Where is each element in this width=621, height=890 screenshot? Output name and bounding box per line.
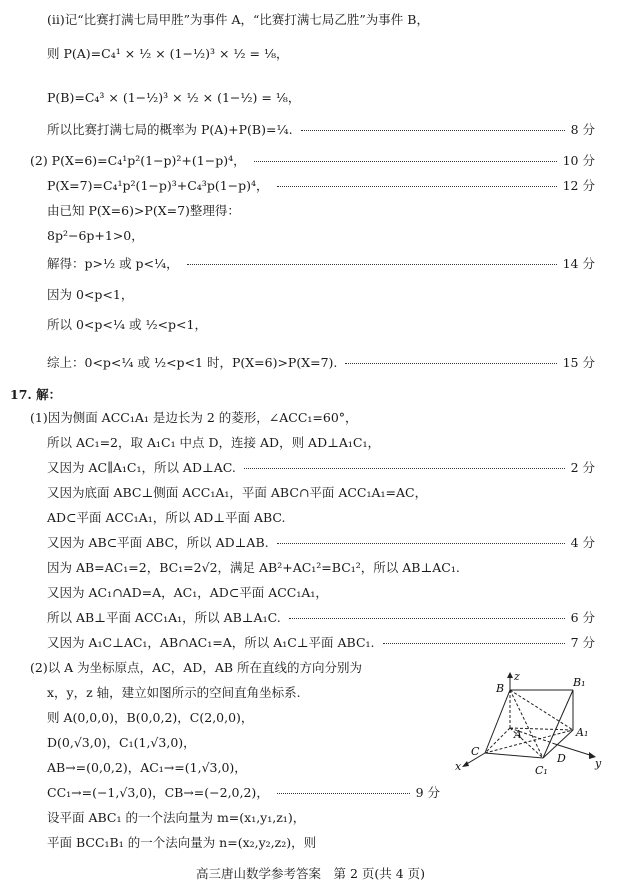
label-z: z [514, 670, 520, 683]
x-axis-arrow [462, 761, 469, 767]
label-y: y [595, 757, 602, 770]
leader-dots [345, 362, 556, 364]
vector-line: CC₁→=(−1,√3,0)，CB→=(−2,0,2)， 9 分 [47, 785, 440, 800]
text-line: AD⊂平面 ACC₁A₁，所以 AD⊥平面 ABC. [47, 510, 286, 525]
label-B1: B₁ [573, 676, 586, 689]
label-C1: C₁ [535, 764, 548, 777]
leader-dots [277, 185, 557, 187]
leader-dots [289, 617, 565, 619]
z-axis-arrow [507, 672, 513, 678]
score-label: 15 分 [562, 355, 595, 370]
edge-CA1-dashed [485, 730, 573, 753]
score-label: 4 分 [570, 535, 595, 550]
label-A1: A₁ [576, 726, 589, 739]
text-line: 设平面 ABC₁ 的一个法向量为 m=(x₁,y₁,z₁)， [47, 810, 306, 825]
label-x: x [455, 760, 462, 773]
page-footer: 高三唐山数学参考答案 第 2 页(共 4 页) [195, 866, 426, 881]
text-line: 又因为 AC₁∩AD=A，AC₁，AD⊂平面 ACC₁A₁， [47, 585, 328, 600]
text-line: (1)因为侧面 ACC₁A₁ 是边长为 2 的菱形，∠ACC₁=60°， [30, 410, 358, 425]
inequality-line: 8p²−6p+1>0， [47, 228, 144, 243]
edge-AC-dashed [485, 728, 510, 753]
prism-coordinate-figure [455, 670, 605, 780]
text-line: 所以 AB⊥平面 ACC₁A₁，所以 AB⊥A₁C. 6 分 [47, 610, 595, 625]
label-B: B [496, 682, 505, 695]
leader-dots [187, 263, 557, 265]
leader-dots [244, 467, 565, 469]
leader-dots [254, 160, 557, 162]
edge-BC1-dashed [510, 690, 543, 758]
label-A: A [514, 728, 522, 741]
text-line: 又因为 AC∥A₁C₁，所以 AD⊥AC. 2 分 [47, 460, 595, 475]
text-line: D(0,√3,0)，C₁(1,√3,0)， [47, 735, 196, 750]
score-label: 12 分 [562, 178, 595, 193]
score-label: 9 分 [415, 785, 440, 800]
leader-dots [277, 542, 565, 544]
score-label: 2 分 [570, 460, 595, 475]
text-line-event-definition: (ii)记“比赛打满七局甲胜”为事件 A，“比赛打满七局乙胜”为事件 B， [47, 12, 429, 27]
label-D: D [557, 752, 566, 765]
score-label: 10 分 [562, 153, 595, 168]
text-line: 由已知 P(X=6)>P(X=7)整理得： [47, 203, 240, 218]
text-line: 平面 BCC₁B₁ 的一个法向量为 n=(x₂,y₂,z₂)，则 [47, 835, 317, 850]
formula-px6: (2) P(X=6)=C₄¹p²(1−p)²+(1−p)⁴， 10 分 [30, 153, 595, 168]
text-line: (2)以 A 为坐标原点，AC，AD，AB 所在直线的方向分别为 [30, 660, 363, 675]
leader-dots [383, 642, 565, 644]
formula-px7: P(X=7)=C₄¹p²(1−p)³+C₄³p(1−p)⁴， 12 分 [47, 178, 595, 193]
text-line: 则 A(0,0,0)，B(0,0,2)，C(2,0,0)， [47, 710, 254, 725]
text-line: 所以 AC₁=2，取 A₁C₁ 中点 D，连接 AD，则 AD⊥A₁C₁， [47, 435, 380, 450]
score-label: 14 分 [562, 256, 595, 271]
formula-pa: 则 P(A)=C ₄¹ × ½ × (1−½)³ × ½ = ⅛， [47, 46, 289, 61]
text-line: 又因为 AB⊂平面 ABC，所以 AD⊥AB. 4 分 [47, 535, 595, 550]
edge-CC1 [485, 753, 543, 758]
score-label: 8 分 [570, 122, 595, 137]
label-C: C [471, 745, 480, 758]
question-17-heading: 17. 解： [10, 387, 62, 402]
vector-line: AB→=(0,0,2)，AC₁→=(1,√3,0)， [47, 760, 247, 775]
text-line: 又因为底面 ABC⊥侧面 ACC₁A₁，平面 ABC∩平面 ACC₁A₁=AC， [47, 485, 428, 500]
text-line: 因为 0<p<1， [47, 287, 134, 302]
leader-dots [301, 129, 565, 131]
edge-BC [485, 690, 510, 753]
conclusion-line: 综上：0<p<¼ 或 ½<p<1 时，P(X=6)>P(X=7). 15 分 [47, 355, 595, 370]
solution-line: 解得：p>½ 或 p<¼， 14 分 [47, 256, 595, 271]
formula-pb: P(B)=C ₄³ × (1−½)³ × ½ × (1−½) = ⅛， [47, 90, 301, 105]
text-line: x，y，z 轴，建立如图所示的空间直角坐标系. [47, 685, 301, 700]
result-line-prob: 所以比赛打满七局的概率为 P(A)+P(B)=¼. 8 分 [47, 122, 595, 137]
text-line: 又因为 A₁C⊥AC₁，AB∩AC₁=A，所以 A₁C⊥平面 ABC₁. 7 分 [47, 635, 595, 650]
text-line: 所以 0<p<¼ 或 ½<p<1， [47, 317, 207, 332]
leader-dots [277, 792, 410, 794]
score-label: 7 分 [570, 635, 595, 650]
text-line: 因为 AB=AC₁=2，BC₁=2√2，满足 AB²+AC₁²=BC₁²，所以 AB⊥AC₁. [47, 560, 460, 575]
score-label: 6 分 [570, 610, 595, 625]
